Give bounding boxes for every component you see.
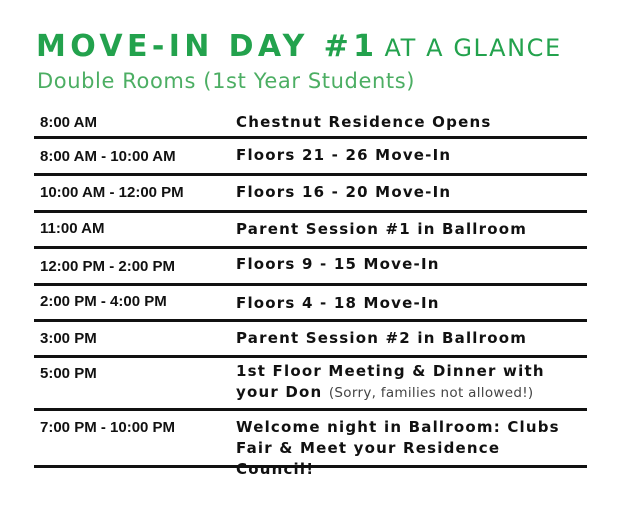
schedule-row: [34, 213, 587, 249]
page-subtitle: Double Rooms (1st Year Students): [37, 69, 416, 93]
schedule-event: Floors 21 - 26 Move-In: [236, 146, 452, 164]
schedule-event: [236, 361, 551, 404]
page-title: [36, 29, 562, 64]
schedule-row: [34, 176, 587, 213]
schedule-time: 11:00 AM: [40, 220, 105, 237]
schedule-row: [34, 286, 587, 322]
schedule-event: Floors 4 - 18 Move-In: [236, 294, 440, 312]
schedule-table: [34, 105, 587, 478]
schedule-row: [34, 411, 587, 478]
schedule-row: [34, 249, 587, 286]
schedule-row: [34, 358, 587, 411]
schedule-event: Floors 16 - 20 Move-In: [236, 183, 452, 201]
schedule-event: Chestnut Residence Opens: [236, 113, 492, 131]
schedule-event-text: 1st Floor Meeting & Dinner with your Don: [236, 362, 545, 401]
schedule-event-note: (Sorry, families not allowed!): [328, 385, 534, 401]
title-main: MOVE-IN DAY #1: [36, 29, 379, 64]
schedule-time: 3:00 PM: [40, 330, 97, 347]
schedule-row: [34, 139, 587, 176]
schedule-time: 12:00 PM - 2:00 PM: [40, 258, 176, 275]
title-suffix: AT A GLANCE: [384, 34, 562, 62]
schedule-time: 10:00 AM - 12:00 PM: [40, 184, 184, 201]
schedule-time: 5:00 PM: [40, 365, 97, 382]
schedule-time: 2:00 PM - 4:00 PM: [40, 293, 167, 310]
schedule-row: [34, 322, 587, 358]
schedule-time: 8:00 AM: [40, 114, 97, 131]
schedule-event: Floors 9 - 15 Move-In: [236, 255, 440, 273]
schedule-event: Parent Session #2 in Ballroom: [236, 329, 528, 347]
schedule-event: Parent Session #1 in Ballroom: [236, 220, 528, 238]
schedule-time: 8:00 AM - 10:00 AM: [40, 148, 176, 165]
schedule-time: 7:00 PM - 10:00 PM: [40, 419, 176, 436]
schedule-row: [34, 105, 587, 139]
schedule-event: Welcome night in Ballroom: Clubs Fair & Meet your Residence Council!: [236, 418, 560, 478]
